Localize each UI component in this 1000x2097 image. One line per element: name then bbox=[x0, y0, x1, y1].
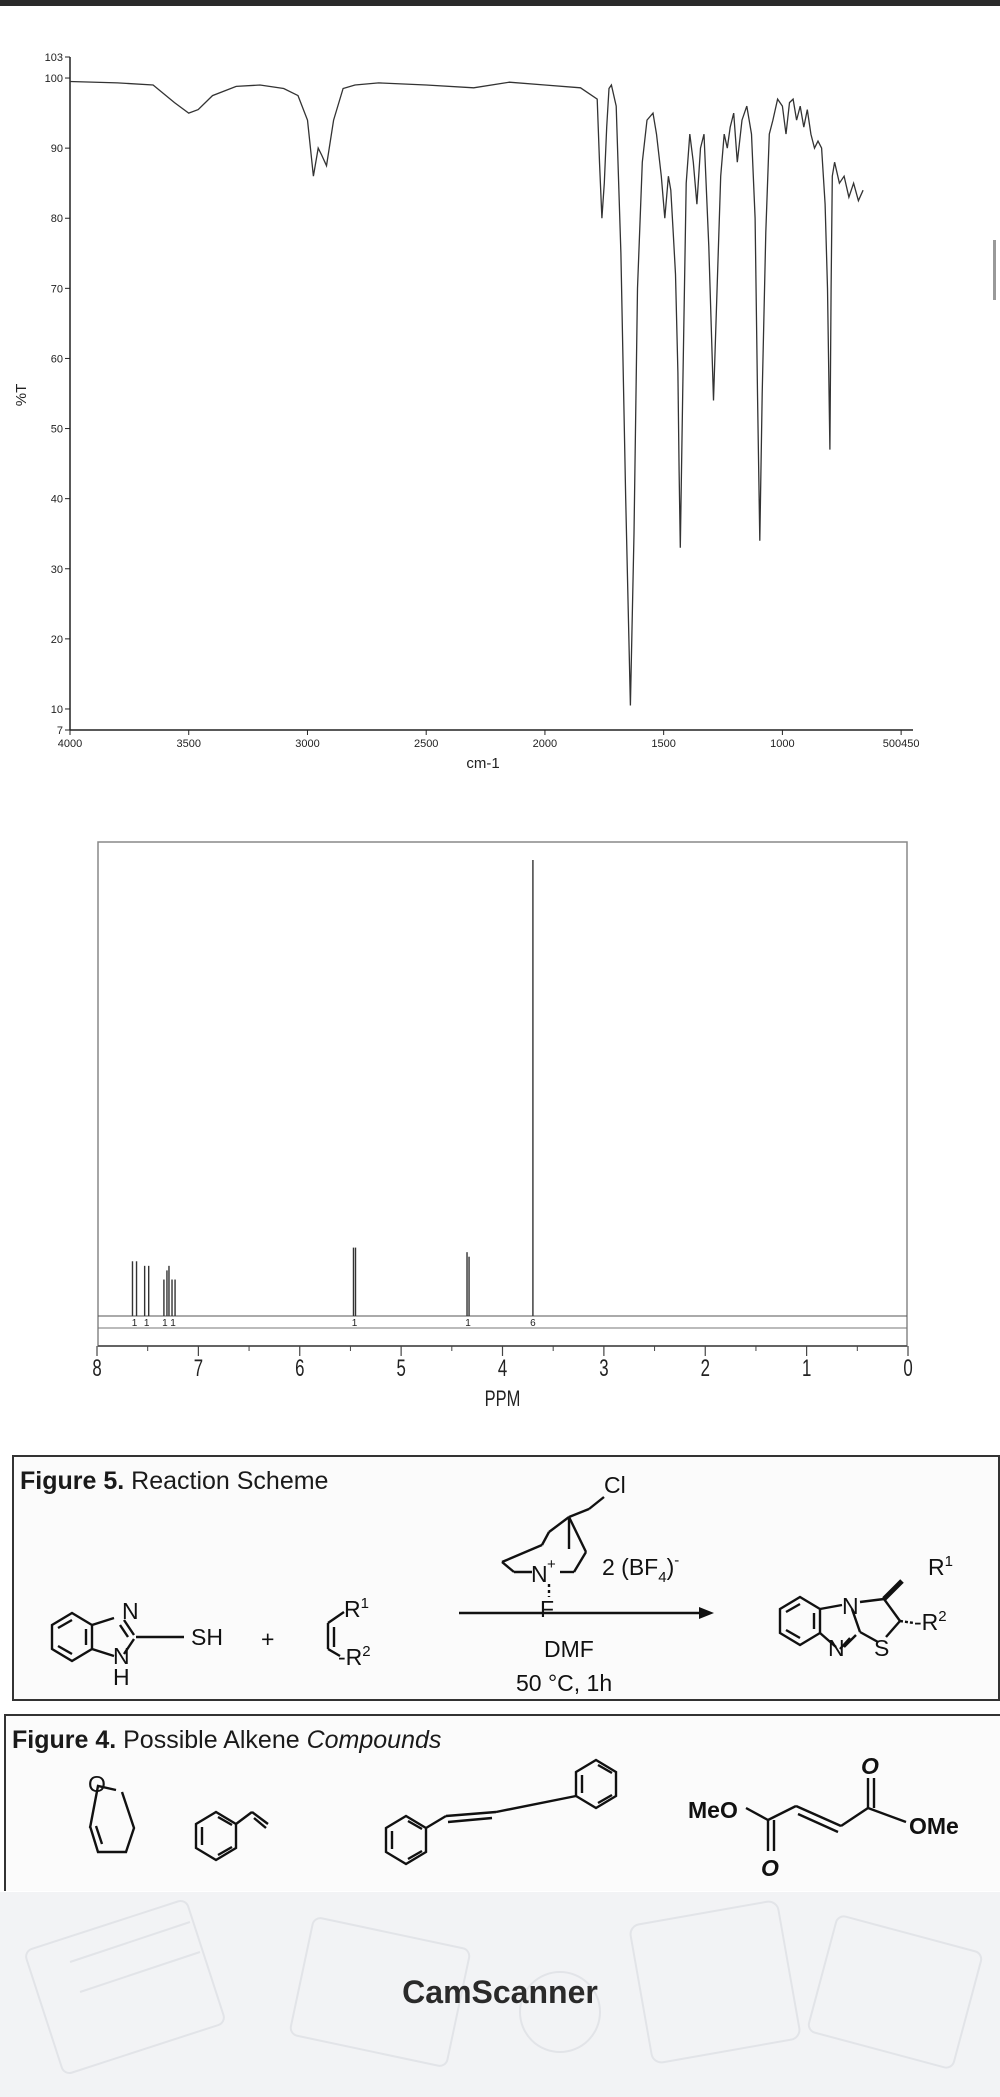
ir-x-tick-label: 1500 bbox=[651, 738, 676, 750]
condition-temp-time: 50 °C, 1h bbox=[516, 1670, 613, 1696]
nmr-x-tick-label: 1 bbox=[801, 1355, 812, 1382]
condition-solvent: DMF bbox=[544, 1636, 594, 1662]
nmr-x-tick-label: 2 bbox=[700, 1355, 710, 1382]
reaction-scheme-drawing bbox=[14, 1457, 998, 1699]
nmr-x-tick-label: 5 bbox=[396, 1355, 406, 1382]
bond bbox=[92, 1649, 114, 1656]
bond bbox=[496, 1796, 576, 1812]
ir-y-tick-label: 50 bbox=[50, 423, 63, 436]
cage-bond bbox=[589, 1497, 604, 1509]
bond bbox=[446, 1812, 496, 1816]
figure-4-label: Figure 4. bbox=[12, 1726, 117, 1754]
bond bbox=[884, 1599, 900, 1621]
reagent-n: N bbox=[531, 1561, 548, 1587]
ir-x-tick-label: 3500 bbox=[176, 738, 201, 750]
ir-y-tick-label: 100 bbox=[44, 73, 63, 86]
nmr-integral-label: 1 bbox=[143, 1318, 150, 1329]
nmr-integral-label: 1 bbox=[131, 1318, 138, 1329]
nmr-spectrum-chart bbox=[0, 820, 1000, 1420]
figure-5-label: Figure 5. bbox=[20, 1467, 125, 1495]
nmr-integral-label: 1 bbox=[465, 1318, 471, 1329]
ir-y-tick-label: 70 bbox=[50, 283, 63, 296]
scanner-footer bbox=[0, 1892, 1000, 2097]
bond bbox=[426, 1816, 446, 1828]
ir-y-tick-label: 103 bbox=[44, 52, 63, 64]
bond bbox=[746, 1808, 768, 1820]
figure-4-alkene-compounds bbox=[4, 1714, 1000, 1891]
nmr-x-tick-label: 4 bbox=[497, 1355, 508, 1382]
ir-x-tick-label: 1000 bbox=[770, 738, 795, 750]
cage-bond bbox=[502, 1562, 514, 1572]
product-r2: $-R^2$ bbox=[914, 1608, 947, 1635]
nmr-integral-label: 1 bbox=[170, 1318, 176, 1329]
sm-atom-n-bottom: N bbox=[113, 1643, 130, 1669]
ir-x-tick-label: 4000 bbox=[57, 738, 83, 750]
ir-y-tick-label: 20 bbox=[50, 633, 63, 646]
figure-5-caption: Reaction Scheme bbox=[124, 1467, 329, 1495]
camscanner-brand: CamScanner bbox=[402, 1974, 598, 2010]
sm-atom-n-top: N bbox=[122, 1598, 139, 1624]
bond bbox=[768, 1806, 796, 1820]
cage-bond bbox=[569, 1509, 589, 1517]
cage-bond bbox=[549, 1517, 569, 1532]
bond bbox=[92, 1618, 114, 1625]
wedge-bond bbox=[884, 1581, 902, 1599]
bond bbox=[841, 1808, 868, 1826]
cage-bond bbox=[502, 1545, 542, 1562]
reagent-counterion: 2 $(BF_4)^-$ bbox=[602, 1552, 680, 1586]
bond bbox=[448, 1818, 492, 1822]
ester-oxygen-top: O bbox=[861, 1753, 879, 1779]
bond bbox=[236, 1812, 252, 1824]
cage-bond bbox=[569, 1517, 586, 1552]
plus-sign: + bbox=[261, 1626, 275, 1652]
ir-y-tick-label: 30 bbox=[50, 563, 63, 576]
ester-meo: MeO bbox=[688, 1797, 738, 1823]
product-atom-n1: N bbox=[842, 1593, 859, 1619]
ir-x-tick-label: 500450 bbox=[882, 738, 920, 750]
bond bbox=[868, 1808, 906, 1822]
reagent-f: F bbox=[540, 1596, 555, 1622]
bond bbox=[820, 1605, 842, 1609]
figure-4-caption-italic: Compounds bbox=[306, 1726, 442, 1754]
reagent-plus: + bbox=[547, 1556, 556, 1573]
dhf-ring bbox=[90, 1792, 134, 1852]
sm-group-sh: SH bbox=[191, 1624, 223, 1650]
ir-y-tick-label: 60 bbox=[50, 353, 63, 366]
nmr-x-tick-label: 6 bbox=[295, 1355, 305, 1382]
ir-y-axis-label: %T bbox=[13, 383, 30, 407]
ir-x-axis-label: cm-1 bbox=[466, 755, 500, 772]
reagent-cl: Cl bbox=[604, 1472, 626, 1498]
ir-y-tick-label: 90 bbox=[50, 143, 63, 156]
cage-bond bbox=[542, 1532, 549, 1545]
arrow-head bbox=[699, 1607, 714, 1619]
alkene-bond bbox=[328, 1612, 344, 1623]
ir-x-tick-label: 2000 bbox=[532, 738, 558, 750]
ir-spectrum-chart bbox=[0, 0, 1000, 790]
ir-trace-line bbox=[70, 82, 863, 706]
nmr-integral-label: 1 bbox=[162, 1318, 168, 1329]
figure-5-reaction-scheme bbox=[12, 1455, 1000, 1701]
product-r1: $R^1$ bbox=[928, 1553, 953, 1580]
dhf-double-bond bbox=[96, 1826, 102, 1844]
product-atom-n2: N bbox=[828, 1635, 845, 1661]
ir-x-tick-label: 2500 bbox=[413, 738, 439, 750]
nmr-integral-label: 1 bbox=[351, 1318, 358, 1329]
figure-4-caption: Possible Alkene bbox=[116, 1726, 307, 1754]
sm-atom-h: H bbox=[113, 1664, 130, 1690]
nmr-x-tick-label: 7 bbox=[193, 1355, 204, 1382]
ir-y-tick-label: 10 bbox=[50, 703, 63, 716]
cage-bond bbox=[574, 1552, 586, 1572]
alkene-structures bbox=[6, 1716, 1000, 1891]
alkene-r1: $R^1$ bbox=[344, 1595, 369, 1622]
nmr-x-tick-label: 3 bbox=[599, 1355, 609, 1382]
ester-oxygen-bottom: O bbox=[761, 1855, 779, 1881]
dhf-oxygen: O bbox=[88, 1771, 106, 1797]
ir-y-tick-label: 40 bbox=[50, 493, 63, 506]
ester-ome: OMe bbox=[909, 1813, 959, 1839]
nmr-plot-frame bbox=[98, 842, 907, 1346]
ir-x-tick-label: 3000 bbox=[295, 738, 320, 750]
nmr-x-tick-label: 0 bbox=[903, 1355, 913, 1382]
ir-y-tick-label: 7 bbox=[56, 725, 63, 737]
ir-y-tick-label: 80 bbox=[50, 213, 63, 226]
nmr-x-axis-label: PPM bbox=[484, 1386, 521, 1412]
nmr-integral-label: 6 bbox=[530, 1318, 536, 1329]
dash-bond bbox=[900, 1621, 914, 1623]
alkene-r2: $-R^2$ bbox=[338, 1643, 371, 1670]
nmr-x-tick-label: 8 bbox=[92, 1355, 102, 1382]
bond bbox=[860, 1599, 884, 1602]
product-atom-s: S bbox=[874, 1635, 890, 1661]
bond bbox=[120, 1625, 128, 1637]
